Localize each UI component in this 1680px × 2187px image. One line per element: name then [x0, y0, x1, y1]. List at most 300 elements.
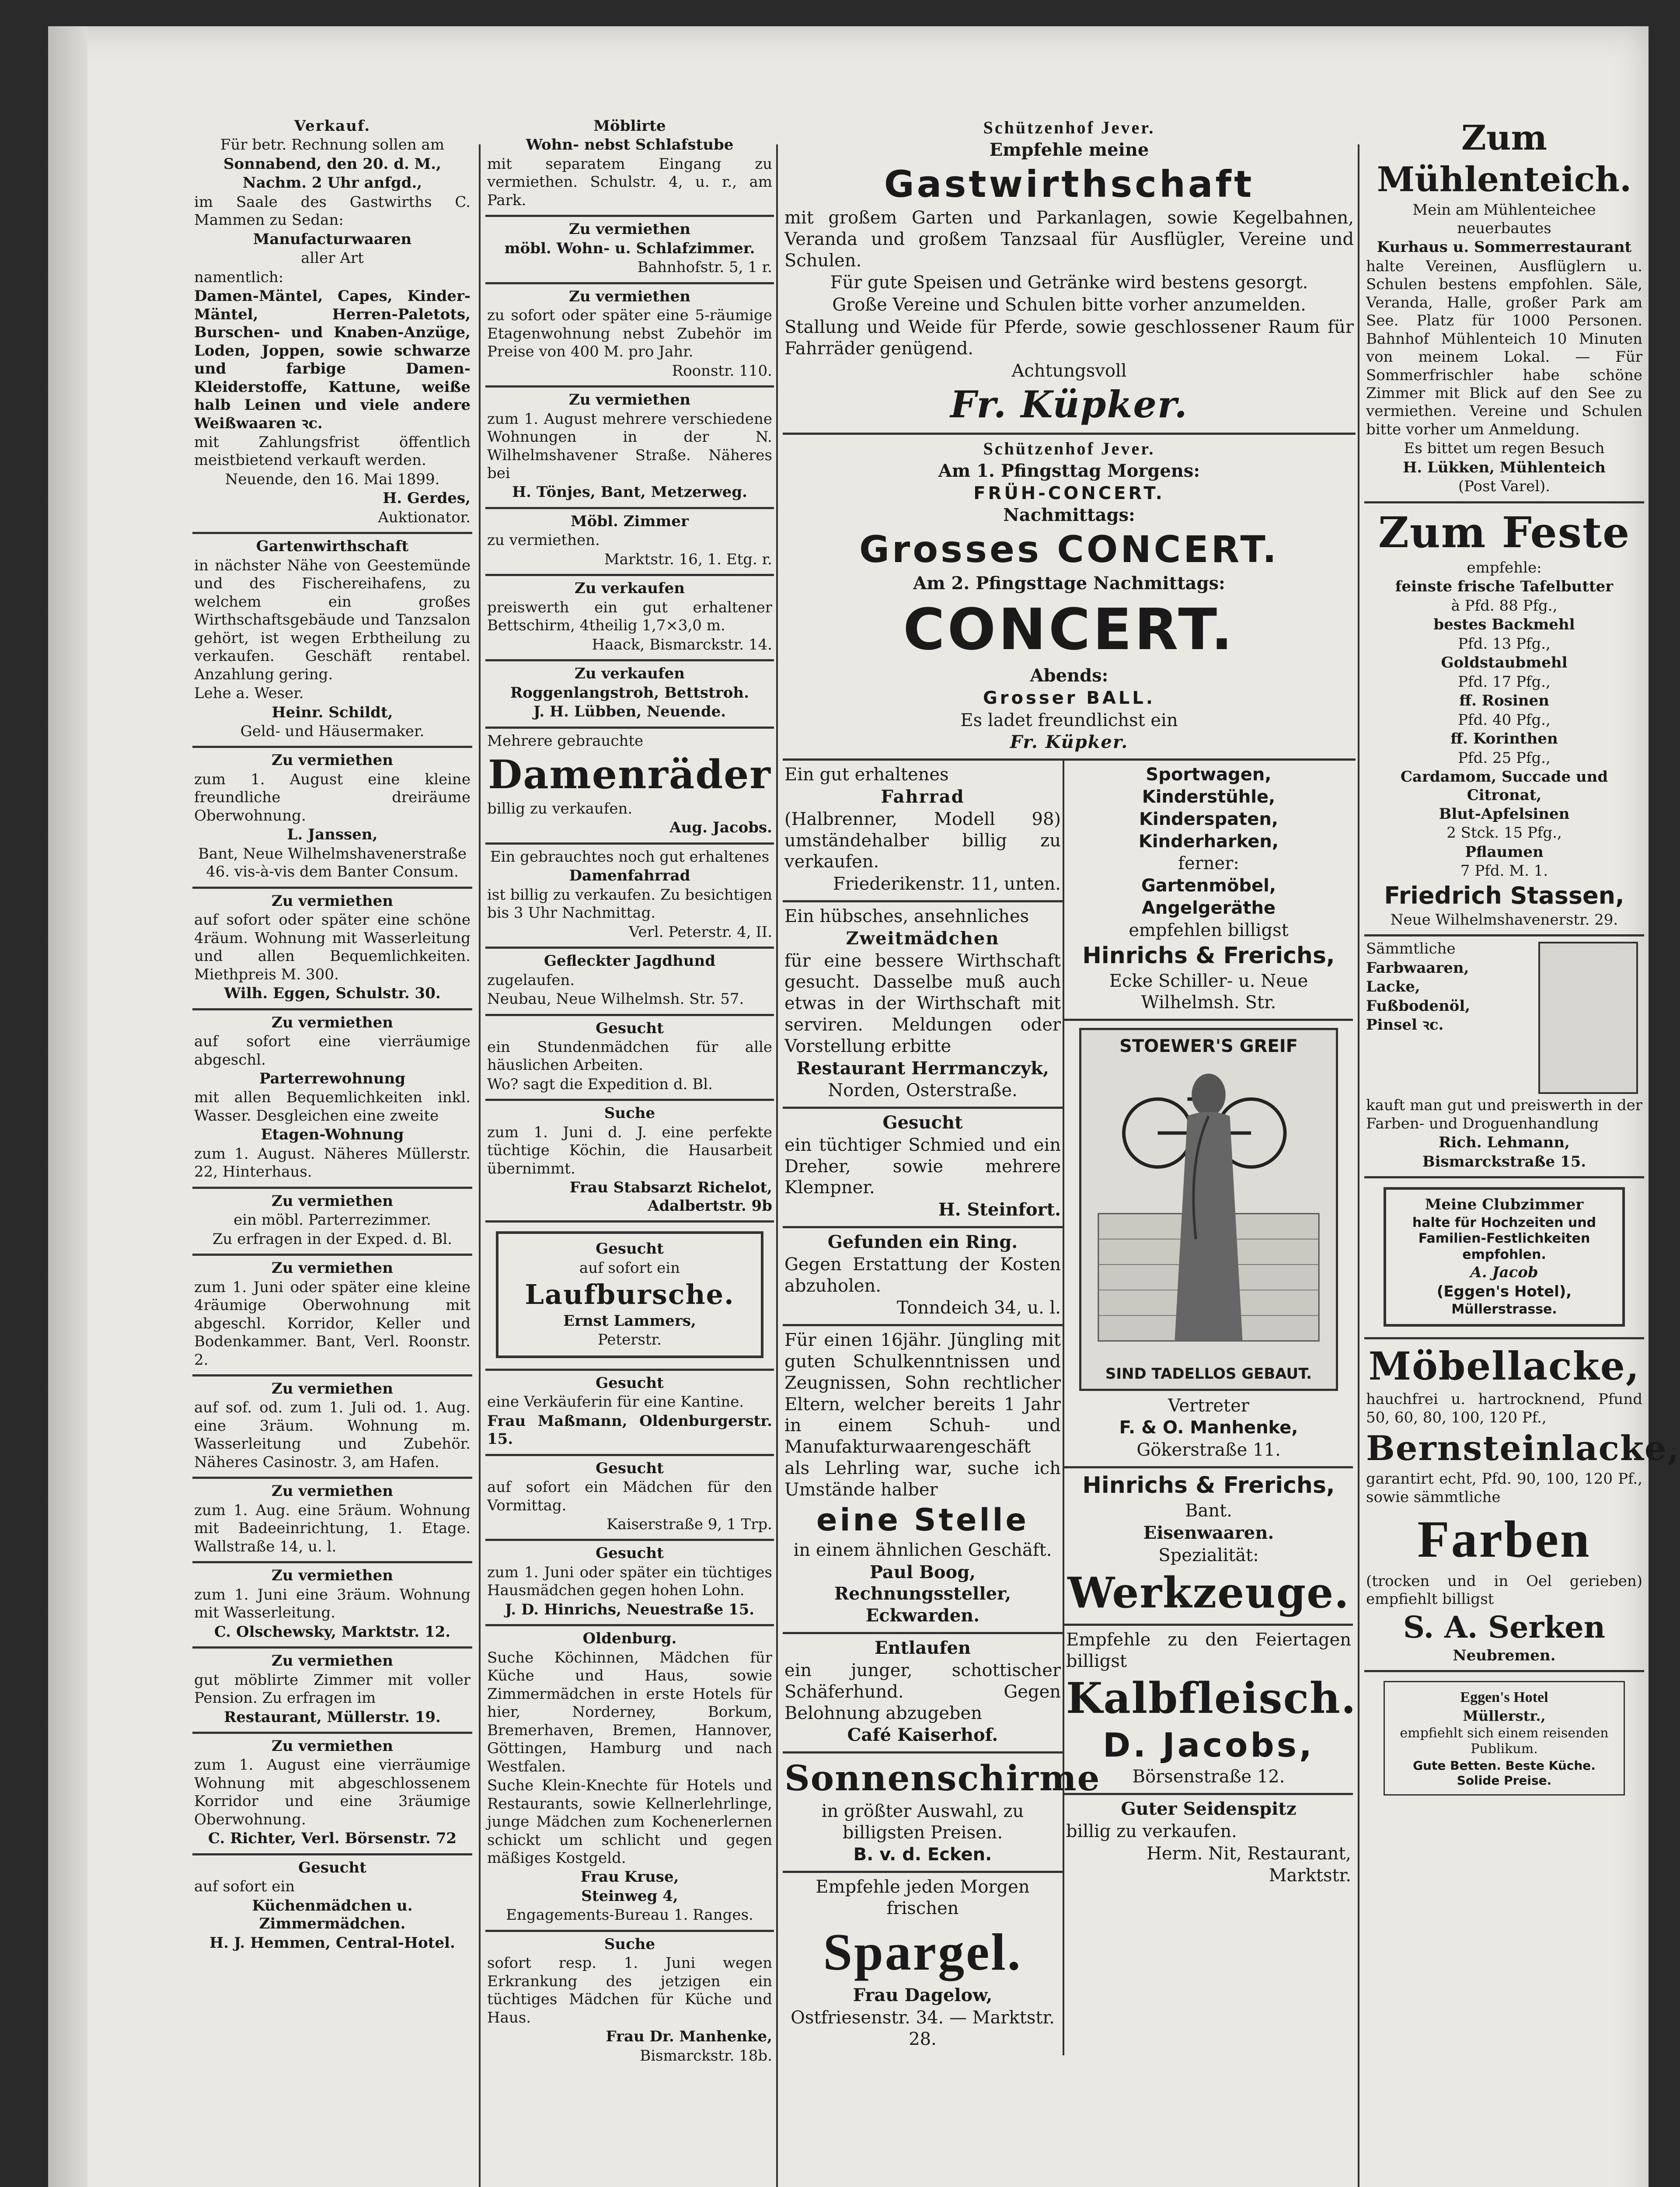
- ad-subtitle: Eisenwaaren.: [1143, 1523, 1274, 1544]
- ad-title: Verkauf.: [294, 117, 371, 135]
- ad-text: auf sofort ein: [194, 1878, 295, 1896]
- ad-jagdhund: [485, 949, 774, 1016]
- ad-title: Zu vermiethen: [272, 1737, 393, 1755]
- ad-title: Schützenhof Jever.: [983, 438, 1155, 458]
- ad-subtitle: Parterrewohnung: [259, 1069, 405, 1087]
- ad-text: ist billig zu verkaufen. Zu besichtigen bis 3 Uhr Nachmittag.: [487, 886, 772, 922]
- ad-text: zum 1. Juni oder später ein tüchtiges Hausmädchen gegen hohen Lohn.: [487, 1563, 772, 1600]
- ad-signature: S. A. Serken: [1403, 1610, 1606, 1645]
- ad-text: Stallung und Weide für Pferde, sowie geschlossener Raum für Fahrräder genügend.: [784, 317, 1354, 359]
- ad-seidenspitz: [1064, 1795, 1353, 1892]
- ad-title: Gesucht: [596, 1240, 664, 1258]
- ad-signature: Herm. Nit, Restaurant,: [1147, 1843, 1351, 1864]
- ad-signature: H. Lükken, Mühlenteich: [1403, 458, 1606, 476]
- ad-text: Abends:: [1030, 665, 1108, 686]
- ad-text: gut möblirte Zimmer mit voller Pension. Zu erfragen im: [194, 1671, 471, 1707]
- ad-vermiethen-1: [192, 748, 472, 888]
- ad-title: Zu vermiethen: [272, 892, 393, 910]
- ad-moebellacke: [1364, 1339, 1680, 1672]
- ad-c2-vermiethen-2: [485, 284, 774, 388]
- ad-text: in größter Auswahl, zu billigsten Preisen.: [821, 1801, 1024, 1843]
- ad-signature: F. & O. Manhenke,: [1119, 1418, 1298, 1438]
- ad-text: ein junger, schottischer Schäferhund. Gegen Belohnung abzugeben: [784, 1660, 1061, 1723]
- ad-item: Lacke,: [1366, 978, 1420, 996]
- ad-title: Meine Clubzimmer: [1425, 1196, 1584, 1214]
- ad-signature: Frau Dagelow,: [853, 1985, 993, 2006]
- column-rule: [1358, 144, 1359, 2187]
- column-3-split: [783, 761, 1356, 2055]
- ad-pre: Möblirte: [593, 117, 666, 135]
- ad-title: Gesucht: [596, 1459, 664, 1477]
- ad-title: Suche: [604, 1935, 655, 1953]
- ad-signature: H. Steinfort.: [938, 1199, 1061, 1220]
- ad-item: Pinsel ꝛc.: [1366, 1016, 1444, 1034]
- ad-title: Zu vermiethen: [272, 1652, 393, 1670]
- ad-text: mit großem Garten und Parkanlagen, sowie Kegelbahnen, Veranda und großem Tanzsaal für Ausflügler, Vereine und Schulen.: [784, 208, 1354, 271]
- ad-title: Zum Feste: [1378, 507, 1631, 557]
- ad-text: hauchfrei u. hartrocknend, Pfund 50, 60, 80, 100, 120 Pf.,: [1366, 1390, 1642, 1426]
- ad-concert: Grosses CONCERT.: [859, 528, 1279, 571]
- ad-signature: Heinr. Schildt,: [272, 703, 393, 721]
- stoewer-banner: STOEWER'S GREIF: [1119, 1036, 1298, 1056]
- stoewer-illustration: [1079, 1028, 1338, 1391]
- ad-pre: Ein gebrauchtes noch gut erhaltenes: [490, 848, 770, 866]
- ad-item: Sportwagen,: [1146, 765, 1272, 785]
- ad-price: à Pfd. 88 Pfg.,: [1451, 597, 1558, 615]
- ad-item: Pflaumen: [1465, 843, 1544, 861]
- ad-address: Bant, Neue Wilhelmshavenerstraße 46. vis-à-vis dem Banter Consum.: [198, 845, 467, 881]
- ad-title: Zu vermiethen: [272, 1192, 393, 1210]
- column-4: [1364, 114, 1680, 2187]
- ad-address: Müllerstrasse.: [1451, 1302, 1557, 1317]
- ad-title: Guter Seidenspitz: [1121, 1799, 1297, 1820]
- ad-stundenmaedchen: [485, 1016, 774, 1101]
- ad-text: Große Vereine und Schulen bitte vorher anzumelden.: [832, 295, 1306, 315]
- ad-subtitle: (Eggen's Hotel),: [1436, 1282, 1572, 1300]
- ad-text: kauft man gut und preiswerth in der Farben- und Droguenhandlung: [1366, 1097, 1642, 1132]
- ad-pre: Ein hübsches, ansehnliches: [784, 906, 1029, 926]
- ad-title: Zu vermiethen: [272, 1380, 393, 1397]
- ad-signature: Frau Maßmann, Oldenburgerstr. 15.: [487, 1412, 772, 1448]
- ad-signature: Frau Stabsarzt Richelot, Adalbertstr. 9b: [569, 1179, 772, 1215]
- ad-address: Bahnhofstr. 5, 1 r.: [637, 259, 772, 276]
- ad-address: Marktstr.: [1269, 1866, 1351, 1886]
- ad-pre: Mehrere gebrauchte: [487, 732, 644, 750]
- ad-address: (Post Varel).: [1458, 478, 1551, 496]
- ad-laufbursche: [485, 1223, 774, 1371]
- ad-title: Zum Mühlenteich.: [1377, 118, 1632, 200]
- ad-item: Gartenmöbel,: [1141, 876, 1276, 896]
- ad-text: ein möbl. Parterrezimmer.: [234, 1211, 431, 1229]
- ad-pre: Sämmtliche: [1366, 940, 1456, 958]
- painter-illustration-icon: [1538, 942, 1638, 1094]
- ad-sportwagen: [1064, 761, 1353, 1020]
- ad-signature: Ernst Lammers,: [563, 1312, 696, 1330]
- ad-sonnenschirme: [783, 1754, 1101, 1873]
- ad-ball: Grosser BALL.: [983, 688, 1156, 708]
- ad-address: Müllerstr.,: [1463, 1707, 1546, 1724]
- ad-address: Friederikenstr. 11, unten.: [833, 874, 1061, 894]
- ad-text: zu sofort oder später eine 5-räumige Etagenwohnung nebst Zubehör im Preise von 400 M. pro Jahr.: [487, 307, 772, 361]
- ad-text: zum 1. Juni d. J. eine perfekte tüchtige Köchin, die Hausarbeit übernimmt.: [487, 1123, 772, 1177]
- ad-text: Suche Köchinnen, Mädchen für Küche und Haus, sowie Zimmermädchen in erste Hotels für hier, Norderney, Borkum, Bremerhaven, Bremen, Hannover, Göttingen, Hamburg und nach Westfalen.: [487, 1649, 772, 1775]
- ad-title: Zu vermiethen: [272, 1013, 393, 1031]
- ad-title: Zu verkaufen: [575, 580, 685, 597]
- ad-title: Damenfahrrad: [569, 867, 690, 885]
- ad-pre: Empfehle zu den Feiertagen billigst: [1066, 1629, 1351, 1671]
- ad-text: eine Verkäuferin für eine Kantine.: [487, 1393, 744, 1411]
- ad-concert: FRÜH-CONCERT.: [973, 483, 1165, 503]
- ad-price: 2 Stck. 15 Pfg.,: [1446, 824, 1562, 842]
- ad-item: Blut-Apfelsinen: [1439, 805, 1570, 823]
- ad-text: (trocken und in Oel gerieben) empfiehlt billigst: [1366, 1572, 1642, 1608]
- ad-text: preiswerth ein gut erhaltener Bettschirm, 4theilig 1,7×3,0 m.: [487, 598, 772, 635]
- ad-title: Zu vermiethen: [272, 751, 393, 769]
- ad-price: Pfd. 13 Pfg.,: [1458, 635, 1551, 653]
- ad-signature: H. J. Hemmen, Central-Hotel.: [209, 1934, 455, 1952]
- ad-item: Cardamom, Succade und Citronat,: [1400, 768, 1608, 804]
- ad-title: eine Stelle: [816, 1502, 1029, 1538]
- ad-signature: L. Janssen,: [287, 826, 378, 844]
- ad-address: Marktstr. 16, 1. Etg. r.: [604, 550, 772, 568]
- ad-address: Peterstr.: [598, 1331, 662, 1349]
- ad-vermiethen-6: [192, 1376, 472, 1479]
- ad-lehmann: [1364, 936, 1644, 1178]
- ad-text: sofort resp. 1. Juni wegen Erkrankung des jetzigen ein tüchtiges Mädchen für Küche und Haus.: [487, 1954, 772, 2026]
- ad-title: Zu vermiethen: [569, 391, 690, 409]
- ad-entlaufen: [783, 1634, 1063, 1754]
- ad-muehlenteich: [1364, 114, 1644, 503]
- ad-zum-feste: [1364, 503, 1644, 936]
- ad-text: zum 1. Juni oder später eine kleine 4räumige Oberwohnung mit abgeschl. Korridor, Keller und Bodenkammer. Bant, Verl. Roonstr. 2.: [194, 1278, 471, 1369]
- ad-title: Suche: [604, 1104, 655, 1122]
- ad-schuetzenhof-2: [783, 435, 1356, 761]
- ad-c2-vermiethen-1: [485, 217, 774, 284]
- ad-signature: Friedrich Stassen,: [1384, 881, 1624, 909]
- ad-text: zum 1. August mehrere verschiedene Wohnungen in der N. Wilhelmshavener Straße. Näheres bei: [487, 410, 772, 482]
- ad-title: Wohn- nebst Schlafstube: [526, 136, 734, 154]
- ad-item: Kinderharken,: [1138, 831, 1279, 852]
- ad-fahrrad: [783, 761, 1063, 902]
- ad-vermiethen-5: [192, 1256, 472, 1376]
- ad-bettschirm: [485, 576, 774, 661]
- stoewer-footer: SIND TADELLOS GEBAUT.: [1105, 1365, 1312, 1383]
- ad-text: halte Vereinen, Ausflüglern u. Schulen bestens empfohlen. Säle, Veranda, Halle, großer Park am See. Platz für 1000 Personen. Bahnhof Mühlenteich 10 Minuten von meinem Lokal. — Für Sommerfrischler habe schöne Zimmer mit Blick auf den See zu vermiethen. Vereine und Schulen bitte vorher um Anmeldung.: [1366, 257, 1642, 438]
- ad-signature: H. Tönjes, Bant, Metzerweg.: [512, 483, 747, 501]
- ad-text: mit allen Bequemlichkeiten inkl. Wasser. Desgleichen eine zweite: [194, 1089, 471, 1125]
- ad-sign: Achtungsvoll: [1011, 360, 1127, 381]
- ad-hausmaedchen: [485, 1541, 774, 1626]
- ad-title: Zu vermiethen: [272, 1259, 393, 1277]
- ad-signature: Fr. Küpker.: [950, 383, 1188, 426]
- ad-signature: A. Jacob: [1470, 1264, 1538, 1282]
- ad-text: Es ladet freundlichst ein: [960, 710, 1178, 730]
- ad-stelle: [783, 1326, 1063, 1634]
- ad-text: Neuende, den 16. Mai 1899.: [225, 470, 440, 488]
- ad-text: mit separatem Eingang zu vermiethen. Schulstr. 4, u. r., am Park.: [487, 155, 772, 209]
- ad-address: Bismarckstraße 15.: [1422, 1153, 1586, 1170]
- ad-text: Spezialität:: [1158, 1545, 1259, 1565]
- ad-wohnstube: [485, 114, 774, 217]
- ad-text: Am 1. Pfingsttag Morgens:: [938, 460, 1200, 481]
- ad-stroh: [485, 661, 774, 728]
- ad-title: Werkzeuge.: [1067, 1568, 1350, 1618]
- column-rule: [776, 144, 778, 2187]
- ad-address: Neubau, Neue Wilhelmsh. Str. 57.: [487, 990, 744, 1008]
- ad-text: auf sofort oder später eine schöne 4räum. Wohnung mit Wasserleitung und allen Bequemlichkeiten. Miethpreis M. 300.: [194, 911, 471, 983]
- ad-schmied: [783, 1109, 1063, 1228]
- ad-text: zum 1. Aug. eine 5räum. Wohnung mit Badeeinrichtung, 1. Etage. Wallstraße 14, u. l.: [194, 1501, 471, 1555]
- ad-text: möbl. Wohn- u. Schlafzimmer.: [504, 239, 755, 257]
- ad-title: Eggen's Hotel: [1460, 1689, 1548, 1706]
- ad-text: für eine bessere Wirthschaft gesucht. Dasselbe muß auch etwas in der Wirthschaft mit serviren. Meldungen oder Vorstellung erbitte: [784, 950, 1061, 1056]
- ad-item: bestes Backmehl: [1433, 616, 1575, 634]
- ad-signature: Restaurant, Müllerstr. 19.: [224, 1708, 441, 1726]
- ad-title: Zu vermiethen: [272, 1482, 393, 1500]
- ad-signature: Aug. Jacobs.: [669, 819, 772, 837]
- ad-text: halte für Hochzeiten und Familien-Festlichkeiten empfohlen.: [1412, 1215, 1596, 1262]
- ad-price: Pfd. 25 Pfg.,: [1458, 749, 1551, 767]
- ad-signature: Paul Boog, Rechnungssteller,: [834, 1562, 1011, 1604]
- ad-address: Roonstr. 110.: [672, 362, 772, 380]
- ad-zweitmaedchen: [783, 902, 1063, 1109]
- ad-price: Pfd. 17 Pfg.,: [1458, 673, 1551, 691]
- ad-item: Goldstaubmehl: [1441, 654, 1568, 672]
- ad-moebl-zimmer: [485, 509, 774, 576]
- ad-vermiethen-4: [192, 1189, 472, 1256]
- ad-text: zum 1. August eine vierräumige Wohnung mit abgeschlossenem Korridor und eine 3räumige Oberwohnung.: [194, 1756, 471, 1828]
- ad-title: Zu verkaufen: [575, 665, 685, 683]
- ad-title: Entlaufen: [875, 1638, 971, 1659]
- ad-item: Kinderspaten,: [1139, 809, 1279, 829]
- ad-role: Geld- und Häusermaker.: [240, 723, 425, 740]
- ad-address: Engagements-Bureau 1. Ranges.: [506, 1906, 753, 1924]
- ad-vermiethen-2: [192, 889, 472, 1010]
- ad-text: mit Zahlungsfrist öffentlich meistbietend verkauft werden.: [194, 433, 471, 469]
- ad-text: ein tüchtiger Schmied und ein Dreher, sowie mehrere Klempner.: [784, 1135, 1061, 1198]
- bicycle-woman-icon: [1081, 1030, 1336, 1389]
- ad-text: Am 2. Pfingsttage Nachmittags:: [913, 573, 1225, 594]
- ad-signature: Hinrichs & Frerichs,: [1082, 942, 1335, 969]
- ad-item: Angelgeräthe: [1141, 898, 1276, 918]
- ad-koechin: [485, 1101, 774, 1223]
- ad-item: feinste frische Tafelbutter: [1395, 578, 1614, 596]
- ad-text: zum 1. Juni eine 3räum. Wohnung mit Wasserleitung.: [194, 1586, 471, 1622]
- column-1: [192, 114, 472, 2187]
- ad-vermiethen-7: [192, 1479, 472, 1563]
- ad-text: Mein am Mühlenteichee neuerbautes: [1412, 201, 1596, 237]
- ad-text: Gegen Erstattung der Kosten abzuholen.: [784, 1254, 1061, 1296]
- ad-text: garantirt echt, Pfd. 90, 100, 120 Pf., sowie sämmtliche: [1366, 1470, 1642, 1506]
- ad-text: ein Stundenmädchen für alle häuslichen Arbeiten.: [487, 1038, 772, 1074]
- ad-text: Nachmittags:: [1003, 505, 1135, 526]
- ad-text: aller Art: [301, 249, 364, 267]
- ad-title: Damenräder: [488, 751, 771, 798]
- ad-verkaeuferin: [485, 1371, 774, 1456]
- ad-address: Norden, Osterstraße.: [828, 1080, 1018, 1101]
- ad-title: Gesucht: [596, 1019, 664, 1037]
- ad-frame: [496, 1231, 763, 1358]
- ad-address: Verl. Peterstr. 4, II.: [629, 923, 772, 941]
- ad-verkauf: [192, 114, 472, 534]
- ad-signature: C. Richter, Verl. Börsenstr. 72: [208, 1830, 457, 1848]
- ad-address: Tonndeich 34, u. l.: [896, 1298, 1061, 1318]
- ad-signature: Fr. Küpker.: [1010, 732, 1129, 753]
- ad-address: Steinweg 4,: [581, 1887, 678, 1905]
- ad-damenraeder: [485, 729, 774, 845]
- ad-address: Zu erfragen in der Exped. d. Bl.: [212, 1230, 453, 1248]
- ad-vermiethen-8: [192, 1563, 472, 1649]
- ad-stoewer: [1064, 1021, 1353, 1468]
- ad-werkzeuge: [1064, 1468, 1353, 1626]
- ad-text: in nächster Nähe von Geestemünde und des Fischereihafens, zu welchem ein großes Wirthschaftsgebäude und Tanzsalon gehört, ist wegen Erbtheilung zu verkaufen. Geschäft rentabel. Anzahlung gering.: [194, 556, 471, 683]
- ad-time: Nachm. 2 Uhr anfgd.,: [242, 174, 422, 192]
- ad-signature: J. H. Lübben, Neuende.: [533, 703, 726, 721]
- ad-address: Kaiserstraße 9, 1 Trp.: [606, 1516, 772, 1534]
- ad-address: Börsenstraße 12.: [1132, 1767, 1285, 1787]
- ad-text: zugelaufen.: [487, 971, 575, 989]
- ad-signature: Hinrichs & Frerichs,: [1082, 1472, 1335, 1499]
- ad-signature: C. Olschewsky, Marktstr. 12.: [214, 1623, 451, 1641]
- ad-vermiethen-9: [192, 1649, 472, 1734]
- ad-price: Pfd. 40 Pfg.,: [1458, 711, 1551, 729]
- ad-title: Möbl. Zimmer: [571, 512, 689, 530]
- ad-title: Gartenwirthschaft: [256, 538, 409, 555]
- ad-title: Zu vermiethen: [569, 287, 690, 305]
- ad-address: Wo? sagt die Expedition d. Bl.: [487, 1075, 713, 1093]
- ad-garten: [192, 534, 472, 748]
- ad-text: empfehlen billigst: [1129, 920, 1289, 940]
- ad-title: Zu vermiethen: [272, 1567, 393, 1585]
- ad-title: Sonnenschirme: [784, 1757, 1101, 1799]
- ad-signature: Frau Kruse,: [580, 1868, 679, 1886]
- column-3: [783, 114, 1356, 2187]
- ad-text: billig zu verkaufen.: [487, 800, 633, 818]
- ad-text: zum 1. August. Näheres Müllerstr. 22, Hinterhaus.: [194, 1145, 471, 1181]
- ad-text: Vertreter: [1168, 1395, 1249, 1416]
- ad-item: ff. Rosinen: [1459, 692, 1549, 710]
- ad-role: Auktionator.: [378, 508, 471, 526]
- ad-item: Farbwaaren,: [1366, 959, 1469, 977]
- ad-subtitle: Etagen-Wohnung: [261, 1126, 404, 1144]
- ad-signature: Wilh. Eggen, Schulstr. 30.: [224, 985, 441, 1003]
- ad-text: Für gute Speisen und Getränke wird bestens gesorgt.: [830, 273, 1308, 293]
- column-rule: [479, 144, 481, 2187]
- ad-subtitle: Laufbursche.: [525, 1279, 735, 1311]
- ad-text: Suche Klein-Knechte für Hotels und Restaurants, sowie Kellnerlehrlinge, junge Mädchen zum Kochenerlernen schickt um schlicht und gegen mäßiges Kostgeld.: [487, 1777, 772, 1867]
- ad-pre: Ein gut erhaltenes: [784, 765, 949, 785]
- ad-address: Ecke Schiller- u. Neue Wilhelmsh. Str.: [1109, 971, 1308, 1013]
- ad-text: in einem ähnlichen Geschäft.: [793, 1540, 1052, 1561]
- ad-signature: Rich. Lehmann,: [1439, 1134, 1570, 1152]
- ad-title: Bernsteinlacke,: [1366, 1429, 1680, 1469]
- ad-text: empfehle:: [1467, 559, 1542, 576]
- ad-place: Lehe a. Weser.: [194, 685, 304, 702]
- ad-eggens-hotel: [1364, 1672, 1644, 1806]
- ad-title: Schützenhof Jever.: [983, 118, 1155, 137]
- ad-title: Gesucht: [596, 1544, 664, 1562]
- ad-clubzimmer: [1364, 1178, 1644, 1339]
- ad-gesucht-kueche: [192, 1855, 472, 1957]
- ad-signature: D. Jacobs,: [1103, 1725, 1314, 1764]
- ad-price: 7 Pfd. M. 1.: [1460, 862, 1548, 880]
- ad-signature: Frau Dr. Manhenke,: [606, 2028, 772, 2046]
- ad-frame: [1384, 1187, 1625, 1327]
- ad-address: Bismarckstr. 18b.: [640, 2047, 772, 2065]
- ad-schuetzenhof-1: [783, 114, 1356, 435]
- ad-text: Für einen 16jähr. Jüngling mit guten Schulkenntnissen und Zeugnissen, Sohn rechtlicher Eltern, welcher bereits 1 Jahr in einem Schuh- und Manufakturwaarengeschäft als Lehrling war, suche ich Umstände halber: [784, 1330, 1061, 1500]
- ad-title: Möbellacke,: [1368, 1343, 1640, 1389]
- ad-text: (Halbrenner, Modell 98) umständehalber billig zu verkaufen.: [784, 809, 1061, 872]
- ad-signature: J. D. Hinrichs, Neuestraße 15.: [505, 1600, 755, 1618]
- ad-text: auf sofort eine vierräumige abgeschl.: [194, 1033, 471, 1069]
- ad-signature: Café Kaiserhof.: [847, 1725, 998, 1746]
- ad-title: Gesucht: [298, 1859, 366, 1876]
- ad-address: Neue Wilhelmshavenerstr. 29.: [1390, 911, 1618, 929]
- ad-address: Neubremen.: [1453, 1646, 1556, 1664]
- ad-ring: [783, 1228, 1063, 1326]
- ad-text: namentlich:: [194, 268, 284, 286]
- ad-title: Zweitmädchen: [846, 928, 1000, 949]
- ad-subtitle: Kurhaus u. Sommerrestaurant: [1377, 238, 1632, 256]
- ad-subtitle: Manufacturwaaren: [253, 230, 412, 248]
- ad-title: Oldenburg.: [582, 1630, 677, 1648]
- ad-text: Es bittet um regen Besuch: [1404, 440, 1605, 458]
- ad-pre: Empfehle meine: [989, 139, 1149, 160]
- ad-address: Ostfriesenstr. 34. — Marktstr. 28.: [791, 2007, 1055, 2049]
- ad-vermiethen-10: [192, 1734, 472, 1855]
- ad-text: empfiehlt sich einem reisenden Publikum.: [1400, 1725, 1609, 1757]
- ad-address: Haack, Bismarckstr. 14.: [592, 636, 772, 653]
- ad-text: im Saale des Gastwirths C. Mammen zu Sedan:: [194, 193, 471, 229]
- ad-subtitle: Gastwirthschaft: [884, 162, 1255, 206]
- ad-text: auf sof. od. zum 1. Juli od. 1. Aug. eine 3räum. Wohnung m. Wasserleitung und Zubehör. Näheres Casinostr. 3, am Hafen.: [194, 1399, 471, 1471]
- ad-signature: B. v. d. Ecken.: [853, 1845, 992, 1865]
- ad-title: Gesucht: [882, 1112, 963, 1133]
- ad-item: Kinderstühle,: [1142, 786, 1276, 807]
- ad-title: Gefunden ein Ring.: [827, 1232, 1018, 1253]
- ad-signature: Restaurant Herrmanczyk,: [796, 1058, 1049, 1079]
- ad-text: billig zu verkaufen.: [1066, 1821, 1237, 1841]
- ad-text: auf sofort ein Mädchen für den Vormittag.: [487, 1478, 772, 1514]
- ad-title: Gefleckter Jagdhund: [544, 952, 715, 970]
- ad-vermiethen-3: [192, 1010, 472, 1189]
- ad-items: Damen-Mäntel, Capes, Kinder-Mäntel, Herren-Paletots, Burschen- und Knaben-Anzüge, Loden, Joppen, sowie schwarze und farbige Damen-Kleiderstoffe, Kattune, weiße halb Leinen und viele andere Weißwaaren ꝛc.: [194, 287, 471, 432]
- ad-title: Spargel.: [823, 1922, 1022, 1981]
- ad-text: Für betr. Rechnung sollen am: [220, 136, 445, 154]
- ad-place: Bant.: [1185, 1501, 1232, 1521]
- ad-title: Kalbfleisch.: [1066, 1673, 1357, 1723]
- ad-address: Gökerstraße 11.: [1136, 1440, 1281, 1460]
- ad-title: Gesucht: [596, 1374, 664, 1392]
- ad-oldenburg: [485, 1626, 774, 1932]
- ad-maedchen-vormittag: [485, 1456, 774, 1541]
- ad-signature: H. Gerdes,: [383, 489, 471, 507]
- ad-subtitle: Küchenmädchen u. Zimmermädchen.: [252, 1897, 413, 1933]
- column-2: [485, 114, 774, 2187]
- ad-kalbfleisch: [1064, 1626, 1357, 1795]
- ad-suche-mädchen: [485, 1932, 774, 2070]
- column-3-right: [1064, 761, 1357, 2055]
- ad-address: Eckwarden.: [865, 1605, 980, 1626]
- ad-text: auf sofort ein: [579, 1259, 680, 1277]
- ad-title: Farben: [1417, 1510, 1591, 1569]
- page-binding: [48, 26, 87, 2187]
- ad-c2-vermiethen-3: [485, 388, 774, 509]
- ad-text: ferner:: [1178, 853, 1239, 874]
- column-3-left: [783, 761, 1101, 2055]
- ad-damenfahrrad: [485, 845, 774, 949]
